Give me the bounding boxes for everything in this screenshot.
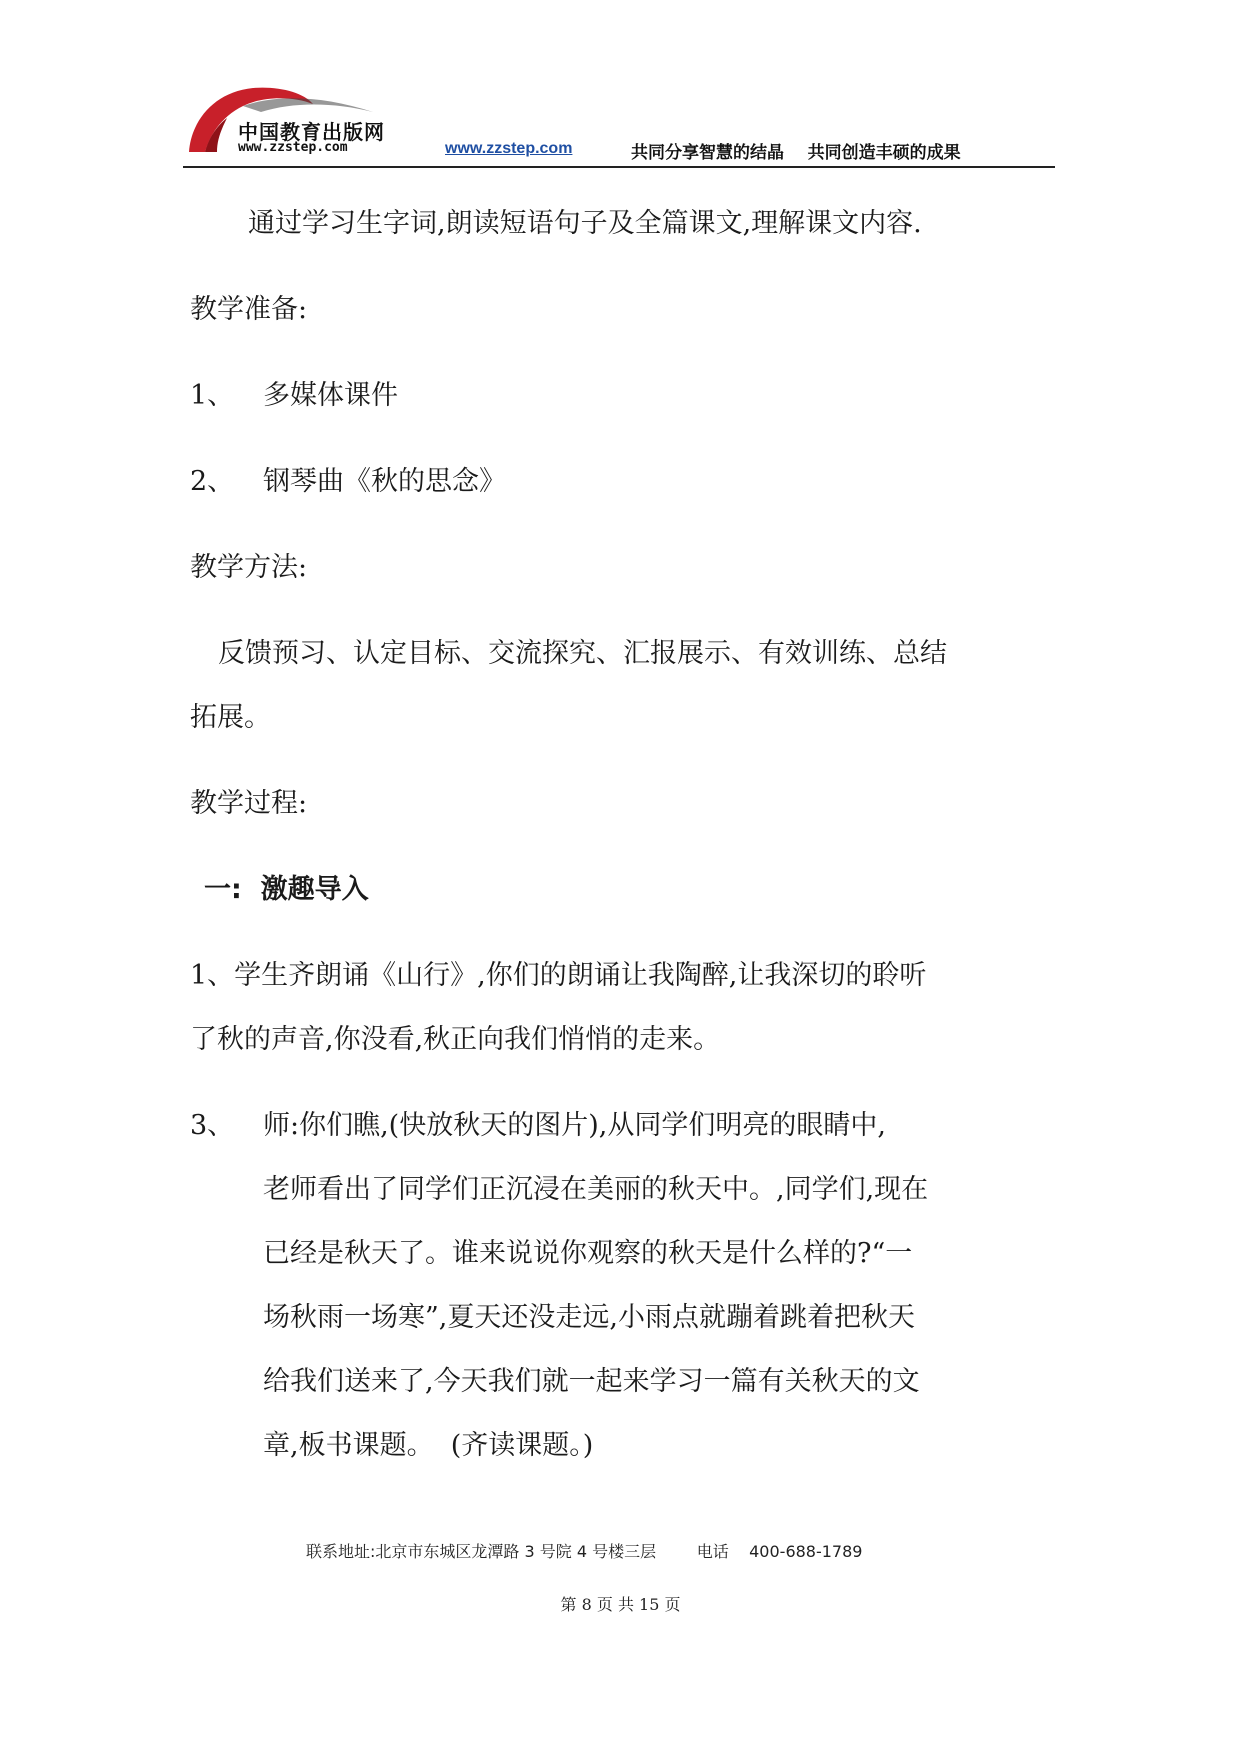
- page-number: 第 8 页 共 15 页: [560, 1595, 681, 1614]
- paragraph-line: 给我们送来了,今天我们就一起来学习一篇有关秋天的文: [263, 1366, 920, 1397]
- logo-url: www.zzstep.com: [238, 140, 348, 155]
- list-item: 多媒体课件: [263, 380, 398, 411]
- method-heading: 教学方法:: [190, 552, 308, 583]
- paragraph-line: 老师看出了同学们正沉浸在美丽的秋天中。,同学们,现在: [263, 1174, 929, 1205]
- paragraph-line: 已经是秋天了。谁来说说你观察的秋天是什么样的?“一: [263, 1238, 913, 1269]
- method-line: 反馈预习、认定目标、交流探究、汇报展示、有效训练、总结: [218, 638, 947, 669]
- logo: [183, 82, 403, 160]
- list-item: 钢琴曲《秋的思念》: [263, 466, 506, 497]
- method-line: 拓展。: [190, 702, 271, 733]
- list-item-number: 1、: [190, 380, 235, 411]
- prep-heading: 教学准备:: [190, 294, 308, 325]
- header-slogan: 共同分享智慧的结晶 共同创造丰硕的成果: [631, 143, 961, 163]
- paragraph-line: 了秋的声音,你没看,秋正向我们悄悄的走来。: [190, 1024, 721, 1055]
- paragraph-line: 1、学生齐朗诵《山行》,你们的朗诵让我陶醉,让我深切的聆听: [190, 960, 927, 991]
- paragraph-line: 章,板书课题。 (齐读课题。): [263, 1430, 594, 1461]
- footer-address: 联系地址:北京市东城区龙潭路 3 号院 4 号楼三层 电话 400-688-1789: [306, 1542, 863, 1561]
- header-divider: [183, 166, 1055, 168]
- list-item-number: 2、: [190, 466, 235, 497]
- section-heading: 一: 激趣导入: [204, 874, 369, 905]
- page-header: [183, 82, 1055, 170]
- logo-title: 中国教育出版网: [238, 120, 385, 144]
- paragraph-line: 师:你们瞧,(快放秋天的图片),从同学们明亮的眼睛中,: [263, 1110, 886, 1141]
- paragraph-line: 场秋雨一场寒”,夏天还没走远,小雨点就蹦着跳着把秋天: [263, 1302, 915, 1333]
- process-heading: 教学过程:: [190, 788, 308, 819]
- site-link[interactable]: www.zzstep.com: [445, 140, 573, 157]
- goal-line: 通过学习生字词,朗读短语句子及全篇课文,理解课文内容.: [248, 208, 922, 239]
- list-item-number: 3、: [190, 1110, 235, 1141]
